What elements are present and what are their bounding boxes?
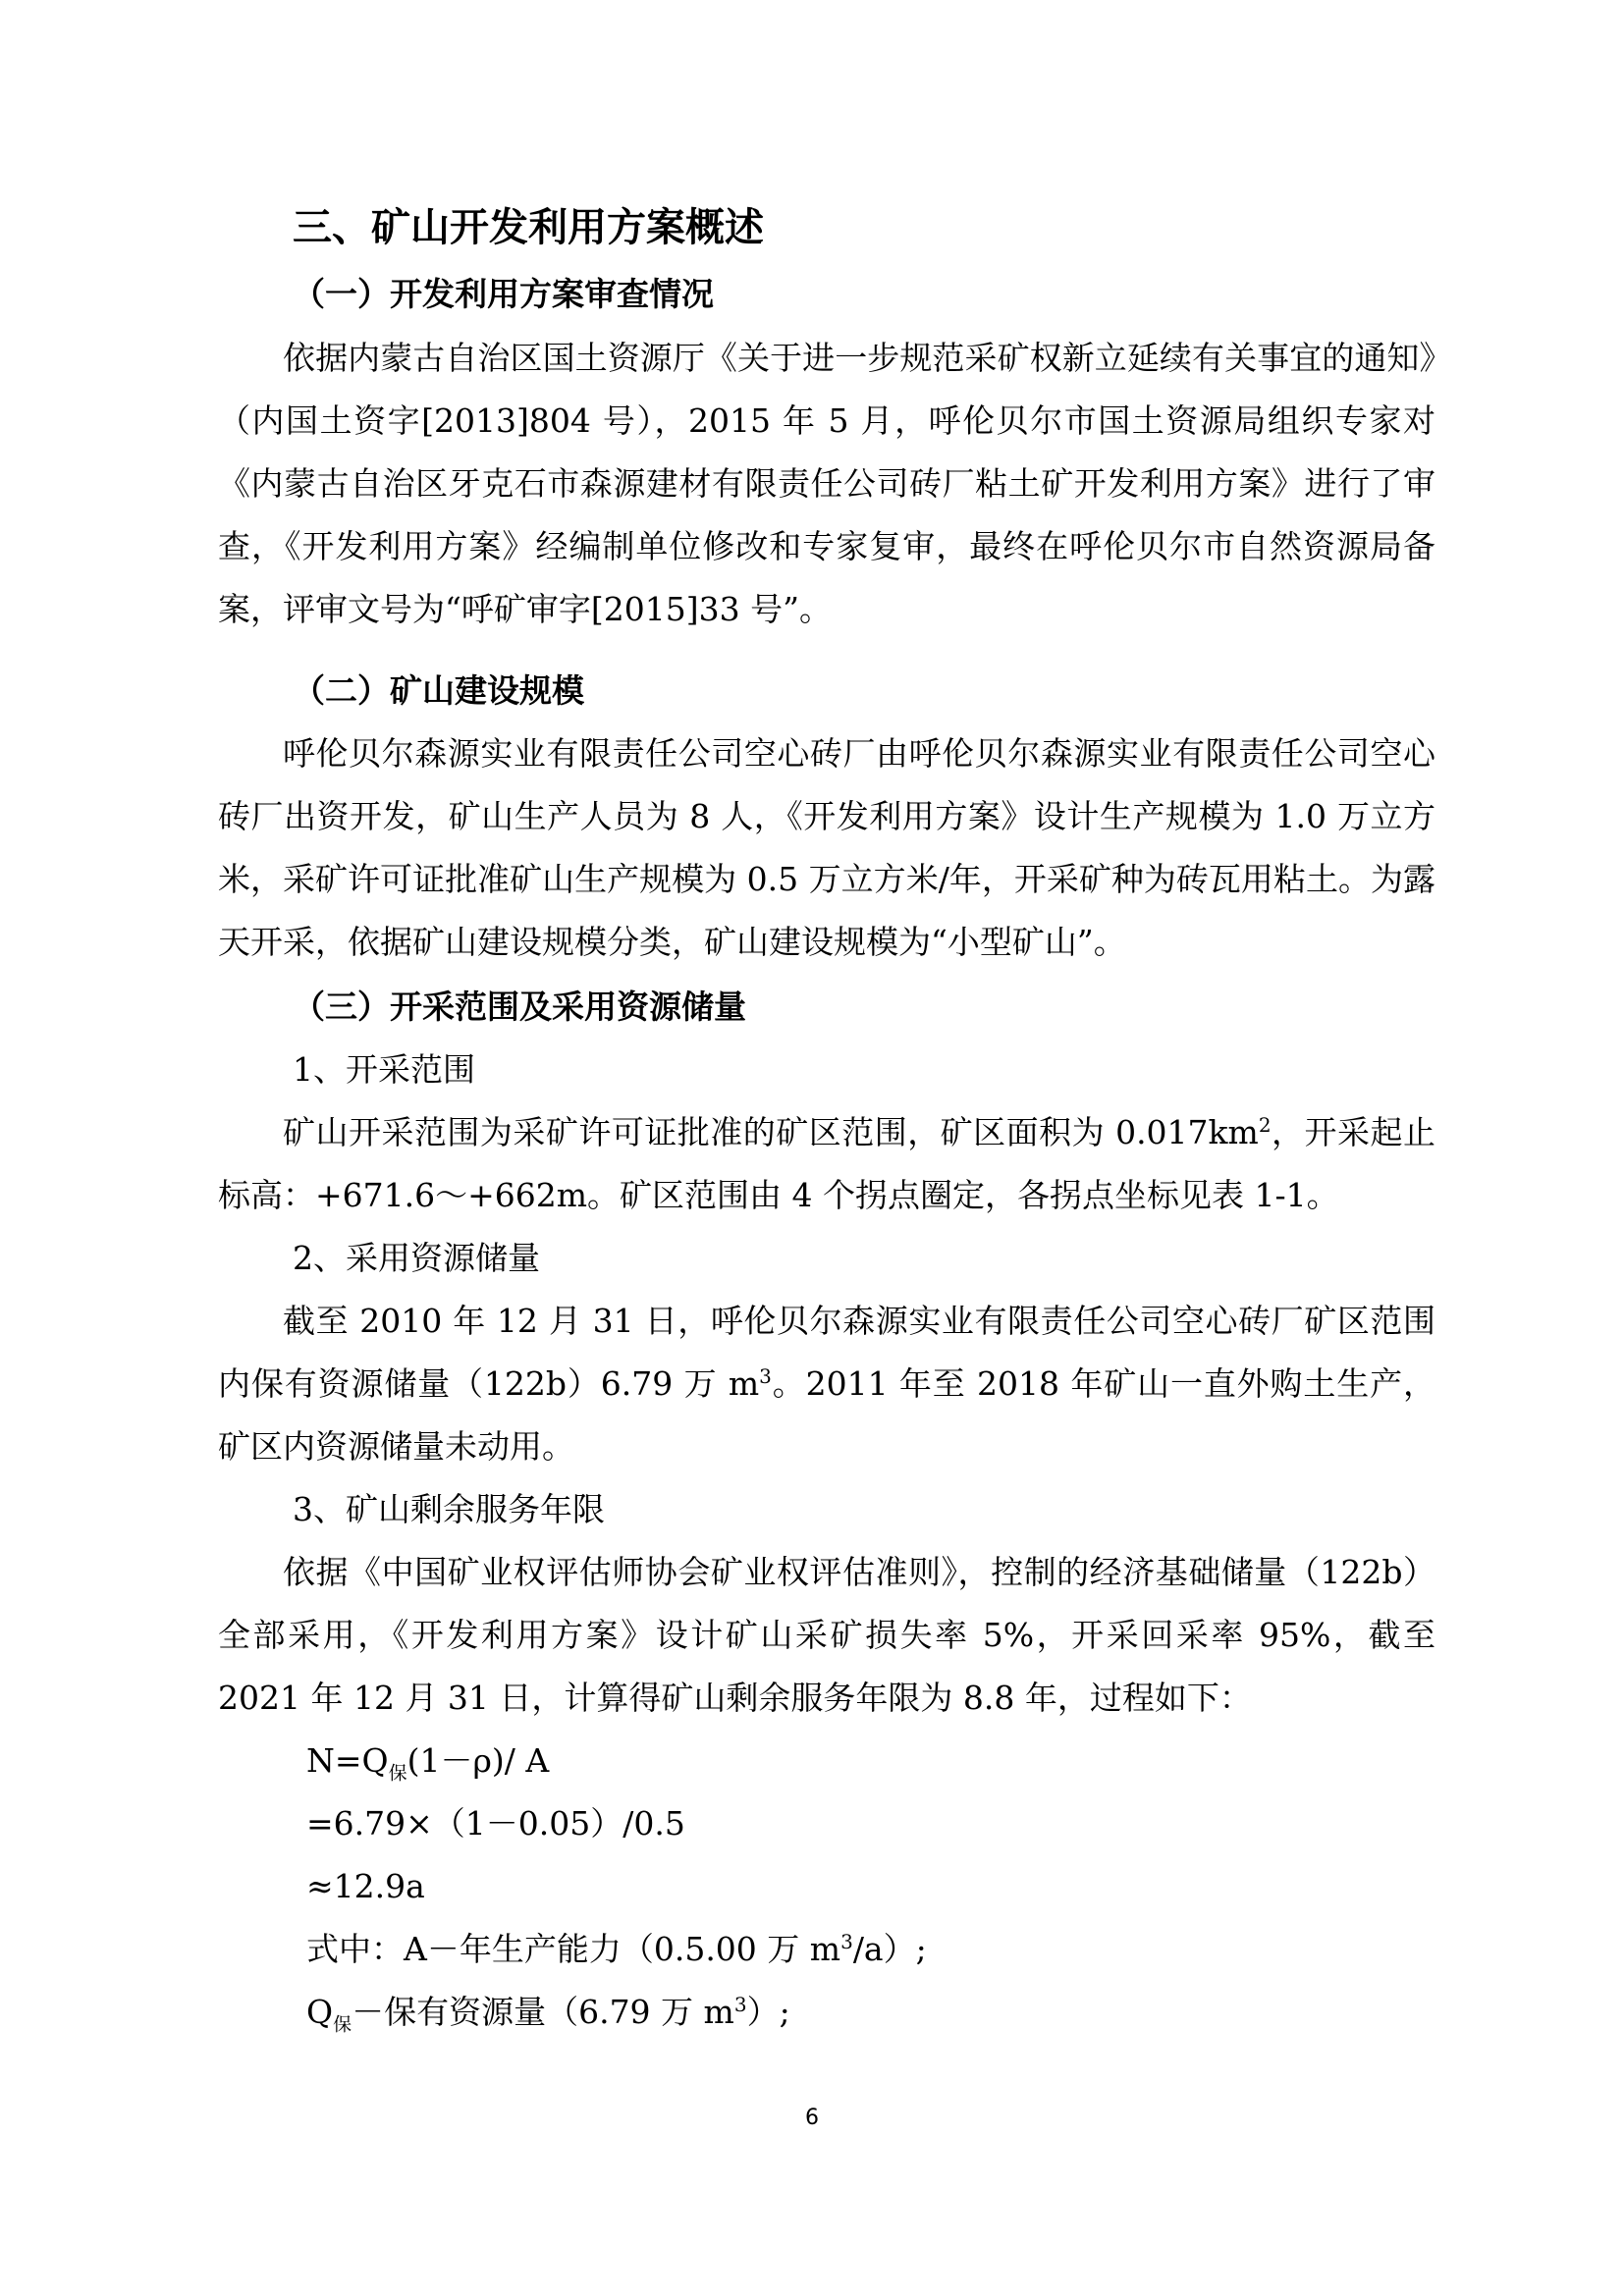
formula-line-3: ≈12.9a — [306, 1867, 425, 1905]
paragraph-range: 矿山开采范围为采矿许可证批准的矿区范围，矿区面积为 $0.017km^2$，开采起止标高：+671.6～+662m。矿区范围由 4 个拐点圈定，各拐点坐标见表 1-1。 — [218, 1113, 1435, 1214]
paragraph-reserves: 截至 2010 年 12 月 31 日，呼伦贝尔森源实业有限责任公司空心砖厂矿区范围内保有资源储量（122b）6.79 万 $m^3$。2011 年至 2018 年矿山一直外购土生产，矿区内资源储量未动用。 — [218, 1302, 1436, 1466]
formula-definition-q: $Q_保-$保有资源量（6.79 万 $m^3$）; — [306, 1993, 790, 2036]
section-heading: 三、矿山开发利用方案概述 — [293, 205, 764, 250]
formula-definition-a: 式中：A－年生产能力（0.5.00 万 $m^3/a$）; — [306, 1930, 927, 1968]
item-heading-range: 1、开采范围 — [293, 1050, 475, 1089]
item-heading-service-life: 3、矿山剩余服务年限 — [293, 1490, 605, 1528]
subsection-title-review: （一）开发利用方案审查情况 — [293, 275, 714, 313]
formula-line-2: =6.79×（1－0.05）/0.5 — [306, 1804, 685, 1842]
paragraph-scale: 呼伦贝尔森源实业有限责任公司空心砖厂由呼伦贝尔森源实业有限责任公司空心砖厂出资开发，矿山生产人员为 8 人，《开发利用方案》设计生产规模为 1.0 万立方米，采矿许可证批准矿山生产规模为 0.5 万立方米/年，开采矿种为砖瓦用粘土。为露天开采，依据矿山建设规模分类，矿山建设规模为“小型矿山”。 — [218, 734, 1435, 961]
formula-line-1: $N=Q_保(1-\rho)/$ A — [306, 1741, 550, 1785]
paragraph-service-life: 依据《中国矿业权评估师协会矿业权评估准则》，控制的经济基础储量（122b）全部采用，《开发利用方案》设计矿山采矿损失率 5%，开采回采率 95%，截至 2021 年 12 月 31 日，计算得矿山剩余服务年限为 8.8 年，过程如下： — [218, 1553, 1435, 1717]
page-number: 6 — [805, 2106, 819, 2130]
subsection-title-scale: （二）矿山建设规模 — [293, 671, 584, 710]
subsection-title-range: （三）开采范围及采用资源储量 — [293, 988, 746, 1026]
paragraph-review: 依据内蒙古自治区国土资源厅《关于进一步规范采矿权新立延续有关事宜的通知》（内国土资字[2013]804 号），2015 年 5 月，呼伦贝尔市国土资源局组织专家对《内蒙古自治区牙克石市森源建材有限责任公司砖厂粘土矿开发利用方案》进行了审查，《开发利用方案》经编制单位修改和专家复审，最终在呼伦贝尔市自然资源局备案，评审文号为“呼矿审字[2015]33 号”。 — [218, 339, 1435, 628]
item-heading-reserves: 2、采用资源储量 — [293, 1239, 540, 1277]
